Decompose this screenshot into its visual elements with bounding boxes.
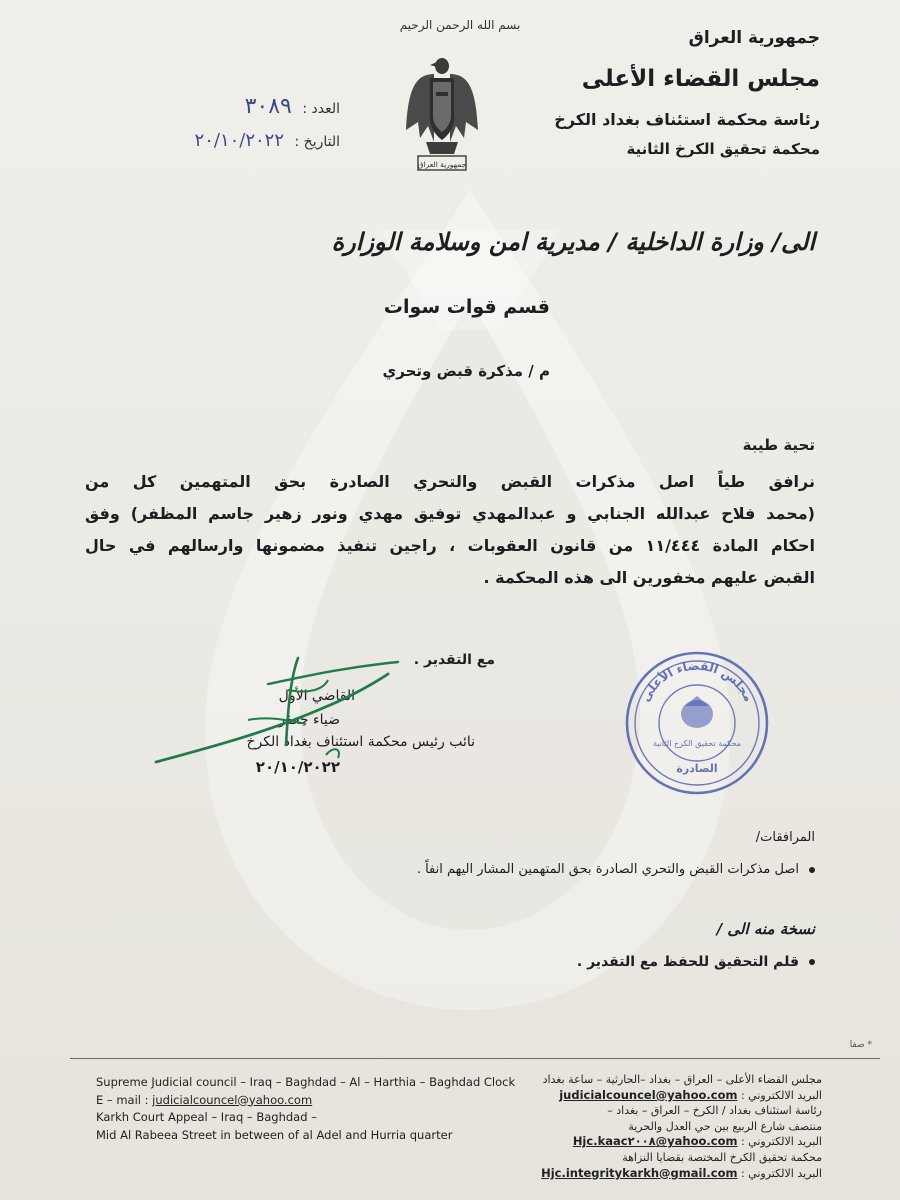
footer-ar-email[interactable]: judicialcouncel@yahoo.com: [559, 1087, 738, 1102]
footer-ar-line: منتصف شارع الربيع بين حي العدل والحرية: [628, 1119, 822, 1133]
attachment-item: [417, 862, 815, 877]
judge-name: ضياء جعفر: [278, 712, 340, 728]
judge-title: القاضي الأول: [278, 688, 355, 704]
reference-date-label: التاريخ :: [294, 134, 340, 150]
body-line: (محمد فلاح عبدالله الجنابي و عبدالمهدي توفيق مهدي ونور زهير جاسم المظفر) وفق: [85, 504, 815, 523]
footer-ar-email-label: البريد الالكتروني :: [740, 1088, 822, 1102]
body-line: احكام المادة ١١/٤٤٤ من قانون العقوبات ، راجين تنفيذ مضمونها وارسالهم في حال: [85, 536, 816, 555]
iraq-eagle-emblem-icon: [404, 52, 480, 180]
signature-date: ٢٠/١٠/٢٠٢٢: [255, 758, 340, 776]
footer-ar-email-line: [541, 1166, 822, 1182]
footer-ar-email-line: [541, 1088, 822, 1104]
footer-en-line: Mid Al Rabeea Street in between of al Adel and Hurria quarter: [96, 1127, 453, 1142]
reference-date: [195, 130, 340, 151]
footer-ar-line: رئاسة استئناف بغداد / الكرخ – العراق – بغداد –: [607, 1104, 822, 1118]
attachment-item-text: اصل مذكرات القبض والتحري الصادرة بحق المتهمين المشار اليهم انفاً .: [416, 862, 799, 877]
header-investigation-court: محكمة تحقيق الكرخ الثانية: [626, 140, 820, 158]
reference-number: [245, 94, 340, 119]
footnote: * صفا: [849, 1040, 872, 1050]
reference-number-value: ٣٠٨٩: [244, 94, 292, 119]
footer-ar-line: مجلس القضاء الأعلى – العراق – بغداد –الحارثية – ساعة بغداد: [542, 1073, 822, 1086]
body-line: نرافق طياً اصل مذكرات القبض والتحري الصادرة بحق المتهمين كل من: [85, 472, 815, 491]
addressee: الى/ وزارة الداخلية / مديرية امن وسلامة الوزارة: [331, 228, 815, 256]
stamp-outer-text: مجلس القضاء الأعلى: [638, 658, 756, 704]
footer-ar-email[interactable]: Hjc.integritykarkh@gmail.com: [541, 1165, 738, 1180]
footer-en-email[interactable]: judicialcouncel@yahoo.com: [152, 1092, 313, 1107]
footer-divider: [70, 1058, 880, 1059]
basmala: بسم الله الرحمن الرحيم: [399, 18, 521, 32]
header-country: جمهورية العراق: [688, 28, 820, 48]
footer-ar-email-line: [541, 1134, 822, 1150]
footer-en-email-label: E – mail :: [96, 1092, 153, 1107]
footer-en-line: Karkh Court Appeal – Iraq – Baghdad –: [96, 1110, 317, 1124]
body-line: القبض عليهم مخفورين الى هذه المحكمة .: [483, 568, 815, 587]
official-stamp: [622, 648, 772, 798]
bullet-icon: [809, 867, 815, 873]
stamp-bottom-text: الصادرة: [676, 762, 718, 775]
subject-line: م / مذكرة قبض وتحري: [382, 362, 550, 380]
closing-regards: مع التقدير .: [413, 652, 495, 668]
reference-number-label: العدد :: [302, 101, 340, 117]
copy-to-item-text: قلم التحقيق للحفظ مع التقدير .: [576, 954, 799, 970]
bullet-icon: [809, 959, 815, 965]
footer-en-email-line: [96, 1092, 515, 1110]
footer-en-line: Supreme Judicial council – Iraq – Baghdad – Al – Harthia – Baghdad Clock: [96, 1075, 516, 1089]
footer-ar-line: محكمة تحقيق الكرخ المختصة بقضايا النزاهة: [622, 1150, 822, 1164]
footer-arabic: [541, 1072, 822, 1181]
emblem-caption: جمهورية العراق: [417, 160, 467, 169]
stamp-inner-text: محكمة تحقيق الكرخ الثانية: [652, 739, 742, 748]
footer-english: [96, 1074, 515, 1144]
addressee-section: قسم قوات سوات: [383, 296, 550, 318]
attachments-heading: المرافقات/: [755, 830, 815, 845]
copy-to-heading: نسخة منه الى /: [716, 920, 815, 938]
body-paragraph: [85, 466, 815, 594]
header-appeal-court: رئاسة محكمة استئناف بغداد الكرخ: [554, 110, 820, 129]
copy-to-item: [577, 954, 815, 970]
greeting: تحية طيبة: [742, 436, 815, 454]
handwritten-signature: [148, 650, 408, 770]
footer-ar-email-label: البريد الالكتروني :: [740, 1166, 822, 1180]
header-council: مجلس القضاء الأعلى: [581, 66, 820, 92]
footer-ar-email-label: البريد الالكتروني :: [740, 1135, 822, 1149]
footer-ar-email[interactable]: Hjc.kaac٢٠٠٨@yahoo.com: [572, 1134, 738, 1149]
judge-position: نائب رئيس محكمة استئناف بغداد الكرخ: [246, 734, 475, 750]
reference-date-value: ٢٠/١٠/٢٠٢٢: [194, 130, 285, 151]
